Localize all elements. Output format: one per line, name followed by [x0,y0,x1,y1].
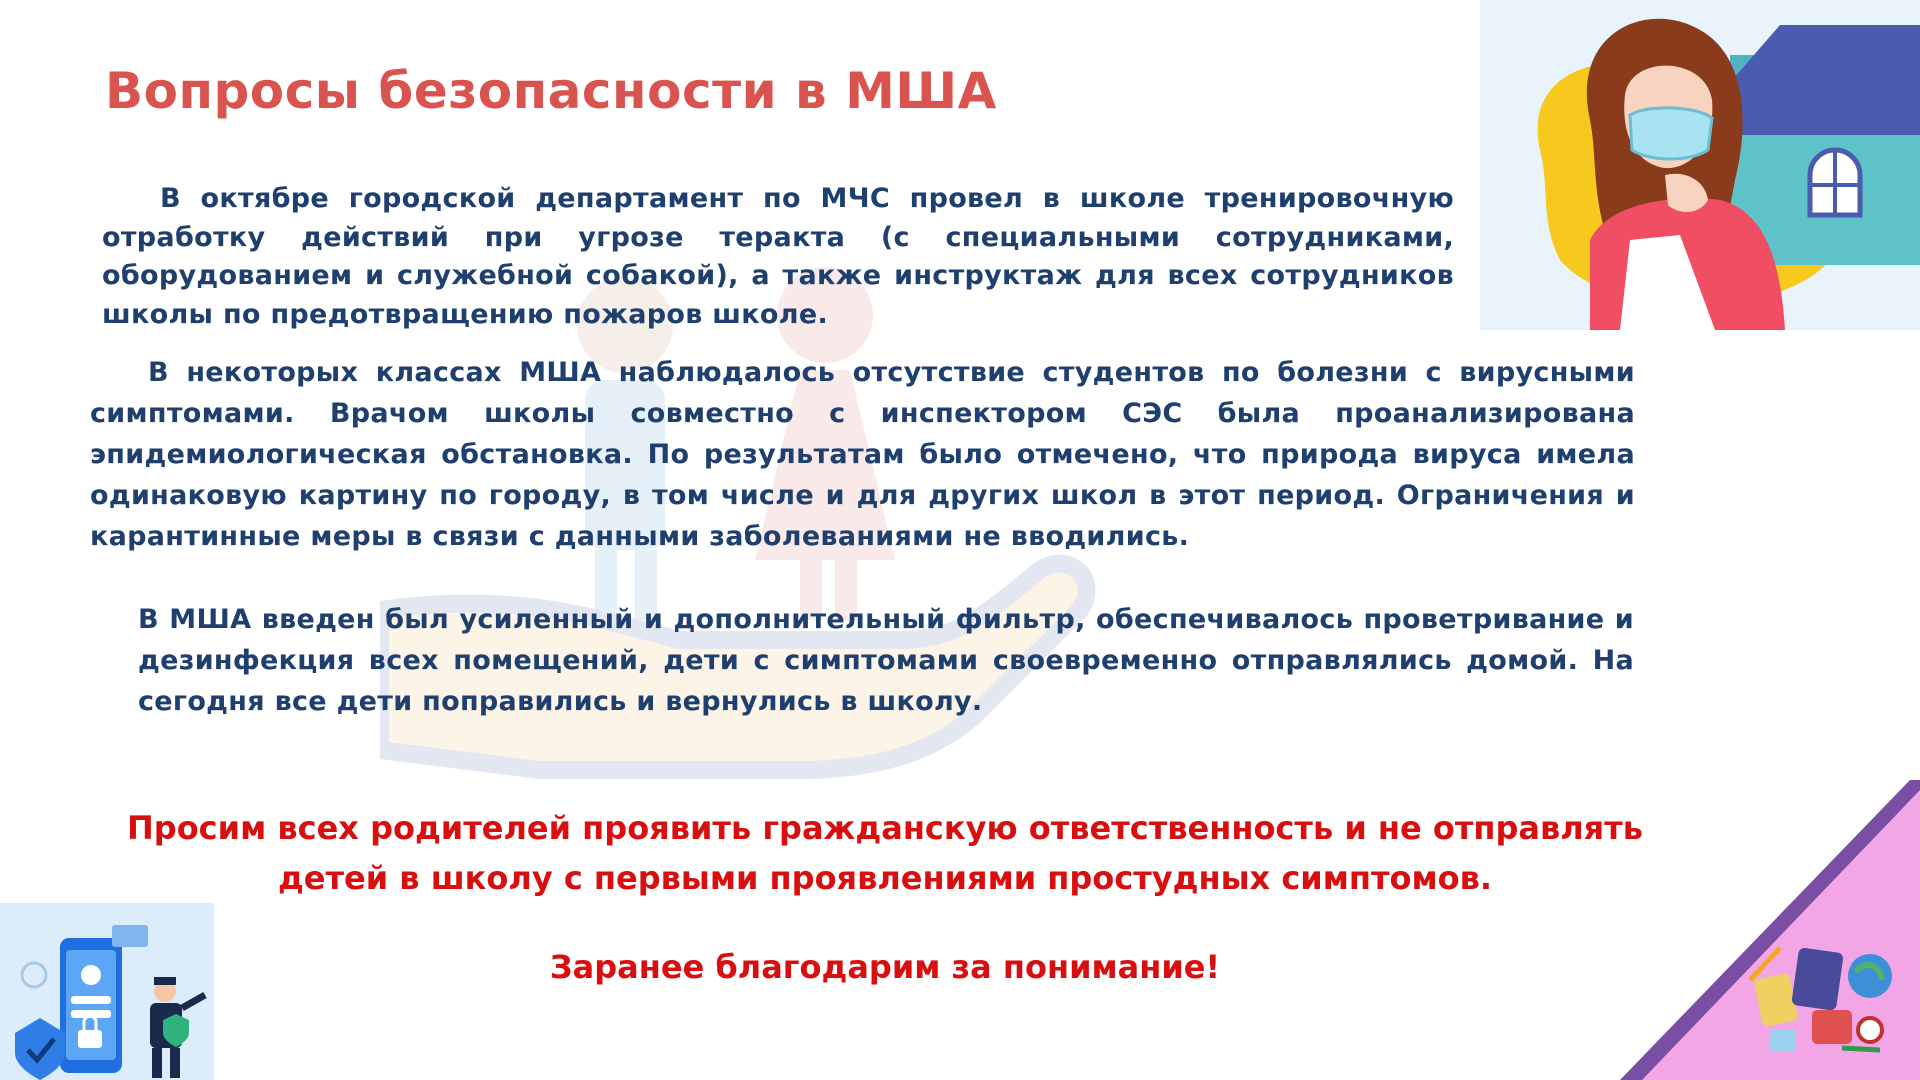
phone-security-illustration [0,903,214,1080]
paragraph-virus-absence: В некоторых классах МША наблюдалось отсутствие студентов по болезни с вирусными симптомами. Врачом школы совместно с инспектором СЭС была проанализирована эпидемиологическая обстановка. По результатам было отмечено, что природа вируса имела одинаковую картину по городу, в том числе и для других школ в этот период. Ограничения и карантинные меры в связи с данными заболеваниями не вводились. [90,357,1635,552]
sick-girl-illustration [1480,0,1920,330]
page-title: Вопросы безопасности в МША [105,62,997,120]
thanks-note: Заранее благодарим за понимание! [549,948,1221,986]
paragraph-emergency-drill: В октябре городской департамент по МЧС провел в школе тренировочную отработку действий при угрозе теракта (с специальными сотрудниками, оборудованием и служебной собакой), а также инструктаж для всех сотрудников школы по предотвращению пожаров школе. [102,183,1454,330]
parents-appeal: Просим всех родителей проявить гражданскую ответственность и не отправлять детей в школу с первыми проявлениями простудных симптомов. [127,809,1643,897]
school-supplies-corner [1580,780,1920,1080]
paragraph-disinfection: В МША введен был усиленный и дополнительный фильтр, обеспечивалось проветривание и дезинфекция всех помещений, дети с симптомами своевременно отправлялись домой. На сегодня все дети поправились и вернулись в школу. [138,604,1634,717]
